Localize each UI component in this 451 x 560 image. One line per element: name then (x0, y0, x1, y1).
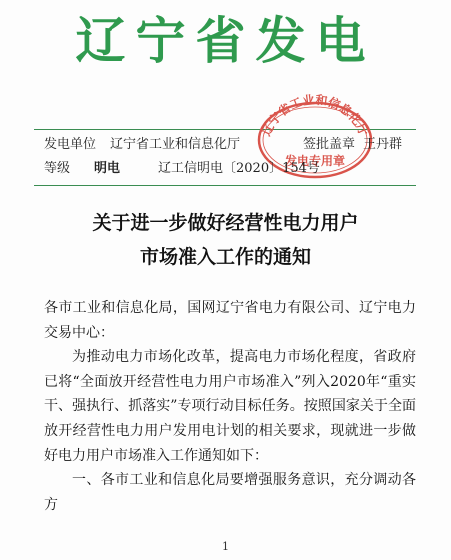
grade-row (44, 160, 320, 178)
recipients-paragraph: 各市工业和信息化局，国网辽宁省电力有限公司、辽宁电力交易中心： (44, 300, 416, 341)
header-bottom-rule (34, 185, 416, 186)
title-line-1: 关于进一步做好经营性电力用户 (92, 212, 359, 234)
body-paragraph-1: 为推动电力市场化改革，提高电力市场化程度，省政府已将“全面放开经营性电力用户市场准入”列入2020年“重实干、强执行、抓落实”专项行动目标任务。按照国家关于全面放开经营性电力用户发用电计划的相关要求，现就进一步做好电力用户市场准入工作通知如下： (44, 349, 416, 464)
grade-value: 明电 (94, 161, 121, 176)
seal-text: 辽宁省工业和信息化厅 (259, 92, 371, 139)
document-body (44, 296, 416, 517)
grade-label: 等级 (44, 161, 71, 176)
issuer-label: 发电单位 (44, 137, 97, 152)
svg-text:辽宁省工业和信息化厅 (258, 92, 372, 138)
signer-label: 签批盖章 (303, 137, 356, 152)
page-number: 1 (222, 540, 229, 553)
document-title (0, 206, 451, 274)
issuer-name: 辽宁省工业和信息化厅 (110, 137, 241, 152)
title-line-2: 市场准入工作的通知 (139, 246, 311, 268)
body-paragraph-2: 一、各市工业和信息化局要增强服务意识，充分调动各方 (44, 472, 416, 513)
issuer-row (44, 136, 240, 154)
masthead-title: 辽宁省发电 (75, 12, 376, 70)
signer-name: 王丹群 (363, 137, 403, 152)
signer-block (303, 136, 402, 154)
seal-subtext: 发电专用章 (284, 154, 346, 168)
document-number: 辽工信明电〔2020〕154号 (158, 161, 320, 176)
